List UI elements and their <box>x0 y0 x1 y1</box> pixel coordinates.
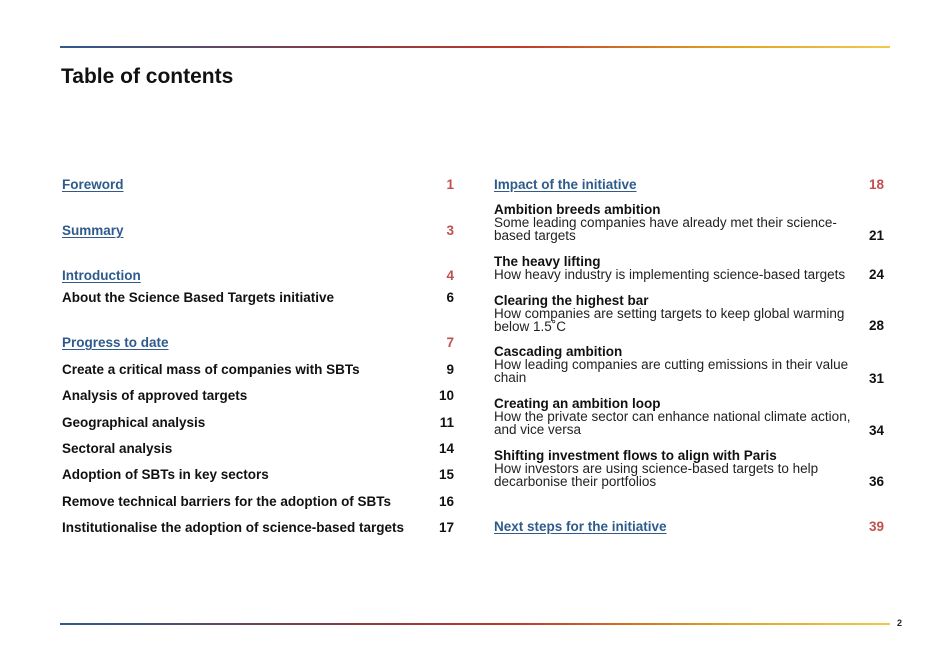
toc-page-number: 39 <box>868 519 884 534</box>
toc-item-label: Institutionalise the adoption of science-based targets <box>62 520 405 535</box>
toc-entry-heading: Ambition breeds ambition <box>494 202 661 217</box>
toc-page-number: 6 <box>446 290 454 305</box>
toc-page-number: 9 <box>446 362 454 377</box>
toc-page-number: 3 <box>446 223 454 238</box>
toc-entry-description: How heavy industry is implementing science-based targets <box>494 267 846 282</box>
toc-entry-ambition-loop[interactable] <box>494 396 884 438</box>
toc-entry-heavy-lifting[interactable] <box>494 254 884 282</box>
toc-entry-investment-flows[interactable] <box>494 448 884 489</box>
toc-page-number: 28 <box>868 318 884 333</box>
toc-entry-highest-bar[interactable] <box>494 293 884 334</box>
toc-page-number: 1 <box>446 177 454 192</box>
toc-entry-description: How investors are using science-based targets to help decarbonise their portfolios <box>494 461 819 489</box>
toc-page-number: 7 <box>446 335 454 350</box>
toc-page-number: 10 <box>438 388 454 403</box>
toc-entry-heading: Shifting investment flows to align with Paris <box>494 448 777 463</box>
toc-entry-description: How leading companies are cutting emissions in their value chain <box>494 357 849 385</box>
toc-page-number: 34 <box>868 423 884 438</box>
toc-item-label: Adoption of SBTs in key sectors <box>62 467 269 482</box>
toc-page-number: 17 <box>438 520 454 535</box>
toc-entry-cascading[interactable] <box>494 344 884 386</box>
toc-item-label: About the Science Based Targets initiative <box>62 290 335 305</box>
toc-page-number: 21 <box>868 228 884 243</box>
toc-entry-heading: Clearing the highest bar <box>494 293 649 308</box>
toc-page-number: 4 <box>446 268 454 283</box>
toc-item-label: Sectoral analysis <box>62 441 173 456</box>
toc-entry-description: How companies are setting targets to keep global warming below 1.5˚C <box>494 306 845 334</box>
toc-item-label: Geographical analysis <box>62 415 206 430</box>
toc-link-label[interactable]: Progress to date <box>62 335 169 350</box>
toc-entry-description: Some leading companies have already met their science-based targets <box>494 215 837 243</box>
toc-entry-ambition-breeds[interactable] <box>494 202 884 243</box>
toc-entry-description: How the private sector can enhance national climate action, and vice versa <box>494 409 851 437</box>
bottom-gradient-rule <box>60 623 890 625</box>
toc-page-number: 18 <box>868 177 884 192</box>
toc-page-number: 24 <box>868 267 884 282</box>
toc-page-number: 16 <box>438 494 454 509</box>
toc-entry-heading: Cascading ambition <box>494 344 623 359</box>
toc-entry-heading: The heavy lifting <box>494 254 601 269</box>
page-title: Table of contents <box>61 65 234 88</box>
toc-page-number: 14 <box>438 441 454 456</box>
toc-item-label: Analysis of approved targets <box>62 388 248 403</box>
toc-item-label: Create a critical mass of companies with SBTs <box>62 362 360 377</box>
toc-page-number: 11 <box>439 415 454 430</box>
toc-entry-heading: Creating an ambition loop <box>494 396 661 411</box>
toc-item-label: Remove technical barriers for the adoption of SBTs <box>62 494 392 509</box>
footer-page-number: 2 <box>897 618 903 628</box>
top-gradient-rule <box>60 46 890 48</box>
toc-page-number: 36 <box>868 474 884 489</box>
toc-link-label[interactable]: Next steps for the initiative <box>494 519 667 534</box>
toc-page-number: 31 <box>868 371 884 386</box>
toc-link-label[interactable]: Foreword <box>62 177 124 192</box>
toc-link-label[interactable]: Introduction <box>62 268 141 283</box>
toc-page-number: 15 <box>438 467 454 482</box>
toc-link-label[interactable]: Impact of the initiative <box>494 177 637 192</box>
toc-link-label[interactable]: Summary <box>62 223 124 238</box>
